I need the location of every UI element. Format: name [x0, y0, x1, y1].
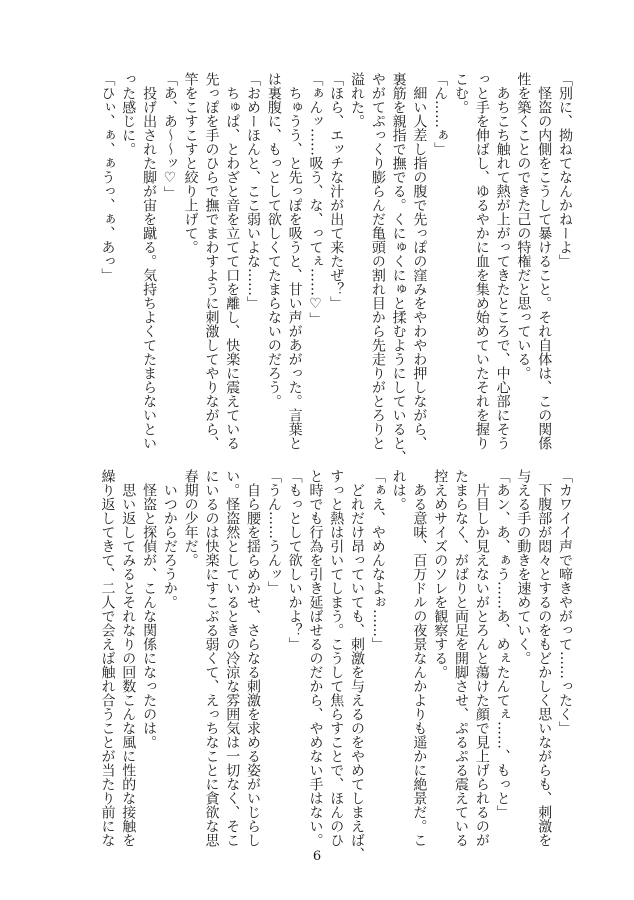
text-line: にいるのは快楽にすこぶる弱くて、えっちなことに貪欲な思	[203, 469, 220, 847]
text-line: 溢れた。	[349, 72, 366, 128]
text-line: どれだけ昂っていても、刺激を与えるのをやめてしまえば、	[349, 469, 366, 861]
text-line: 「あ、あ〜〜ッ♡」	[161, 72, 178, 200]
text-line: 「あン、あ、ぁう……あ、めぇたんてぇ……、もっと」	[494, 469, 511, 819]
text-line: 怪盗の内側をこうして暴けること。それ自体は、この関係	[536, 72, 553, 450]
text-line: すっと熱は引いてしまう。こうして焦らすことで、ほんのひ	[328, 469, 345, 847]
page-number: 6	[312, 849, 322, 864]
text-line: ある意味、百万ドルの夜景なんかよりも遥かに絶景だ。こ	[411, 469, 428, 847]
lower-text-block	[96, 469, 575, 861]
text-line: 投げ出された脚が宙を蹴る。気持ちよくてたまらないとい	[141, 72, 158, 450]
text-line: 片目しか見えないがとろんと蕩けた顔で見上げられるのが	[473, 469, 490, 847]
text-line: 「もっとして欲しいかよ？」	[286, 469, 303, 651]
text-line: 性を築くことのできた己の特権だと思っている。	[515, 72, 532, 380]
text-line: 「ん……ぁ」	[432, 72, 449, 156]
text-line: やがてぷっくり膨らんだ亀頭の割れ目から先走りがとろりと	[369, 72, 386, 450]
text-line: 先っぽを手のひらで撫でまわすように刺激してやりながら、	[203, 72, 220, 450]
text-line: 裏筋を親指で撫でる。くにゅくにゅと揉むようにしていると、	[390, 72, 407, 464]
text-line: 「別に、拗ねてなんかねーよ」	[557, 72, 573, 268]
text-line: は裏腹に、もっとして欲しくてたまらないのだろう。	[265, 72, 282, 408]
text-line: 下腹部が悶々とするのをもどかしく思いながらも、刺激を	[536, 469, 553, 847]
upper-text-block	[96, 72, 575, 464]
text-line: いつからだろうか。	[161, 469, 178, 609]
text-line: 「ぁんッ……吸う、な、ってぇ……♡」	[307, 72, 324, 326]
text-line: 「おめーほんと、ここ弱いよな……」	[245, 72, 262, 310]
text-line: 「ひぃ、ぁ、ぁうっ、ぁ、あっ」	[99, 72, 116, 282]
text-line: 春期の少年だ。	[182, 469, 199, 567]
text-line: い。怪盗然としているときの冷涼な雰囲気は一切なく、そこ	[224, 469, 241, 847]
text-line: 竿をこすこすと絞り上げて。	[182, 72, 199, 254]
text-line: れは。	[390, 469, 407, 511]
text-line: たまらなく、がばりと両足を開脚させ、ぷるぷる震えている	[453, 469, 470, 847]
text-line: こむ。	[453, 72, 470, 114]
text-line: 自ら腰を揺らめかせ、さらなる刺激を求める姿がいじらし	[245, 469, 262, 847]
text-line: ちゅうう、と先っぽを吸うと、甘い声があがった。言葉と	[286, 72, 303, 450]
text-line: 思い返してみるとそれなりの回数こんな風に性的な接触を	[120, 469, 137, 847]
text-line: っと手を伸ばし、ゆるやかに血を集め始めていたそれを握り	[473, 72, 490, 450]
text-line: と時でも行為を引き延ばせるのだから、やめない手はない。	[307, 469, 324, 847]
text-line: 「ほら、エッチな汁が出て来たぜ？」	[328, 72, 345, 310]
text-line: った感じに。	[120, 72, 137, 156]
text-line: 「ぁえ、やめんなよぉ……」	[369, 469, 386, 651]
text-line: 繰り返してきて、二人で会えば触れ合うことが当たり前にな	[99, 469, 116, 847]
text-line: 「カワイイ声で啼きやがって……ったく」	[557, 469, 573, 735]
text-line: ちゅぱ、とわざと音を立てて口を離し、快楽に震えている	[224, 72, 241, 450]
text-line: 「うん……うんッ」	[265, 469, 282, 595]
text-line: 与える手の動きを速めていく。	[515, 469, 532, 665]
text-line: 細い人差し指の腹で先っぽの窪みをやわやわ押しながら、	[411, 72, 428, 450]
text-line: 控えめサイズのソレを観察する。	[432, 469, 449, 679]
text-line: 怪盗と探偵が、こんな関係になったのは。	[141, 469, 158, 749]
text-line: あちこち触れて熱が上がってきたところで、中心部にそう	[494, 72, 511, 450]
